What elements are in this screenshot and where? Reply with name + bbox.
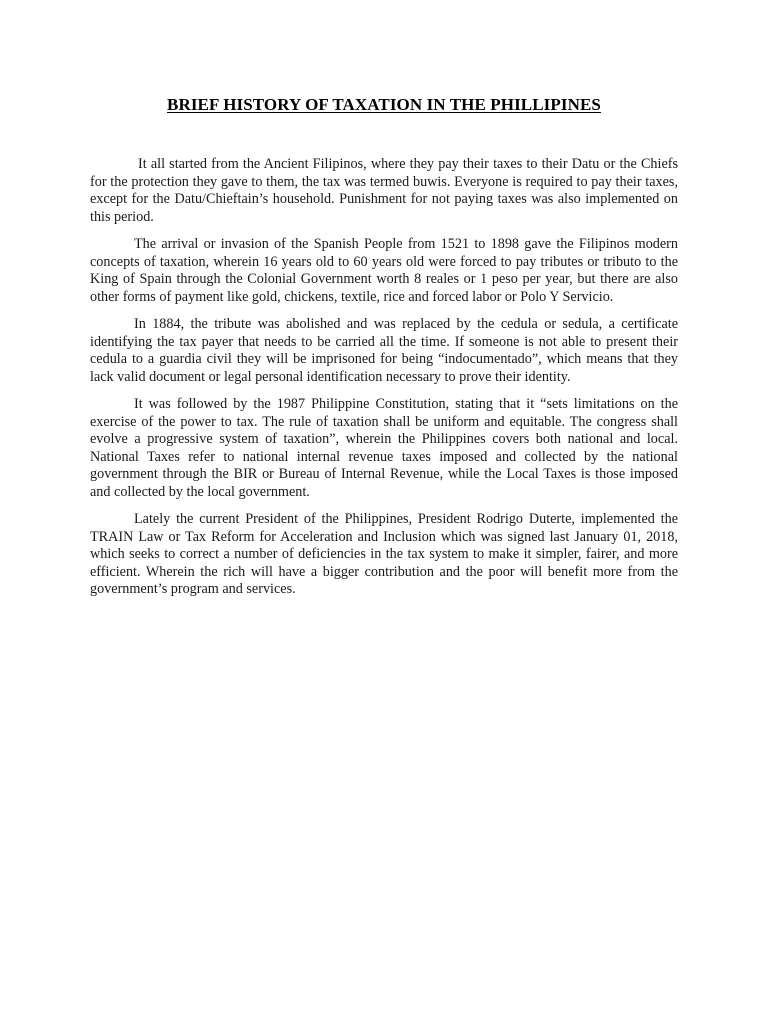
paragraph-1987-constitution: It was followed by the 1987 Philippine Constitution, stating that it “sets limitations on the exercise of the power to tax. The rule of taxation shall be uniform and equitable. The congress shall evolve a progressive system of taxation”, wherein the Philippines covers both national and local. National Taxes refer to national internal revenue taxes imposed and collected by the national government through the BIR or Bureau of Internal Revenue, while the Local Taxes is those imposed and collected by the local government. — [90, 396, 678, 500]
document-title: BRIEF HISTORY OF TAXATION IN THE PHILLIPINES — [167, 95, 601, 114]
paragraph-train-law: Lately the current President of the Philippines, President Rodrigo Duterte, implemented the TRAIN Law or Tax Reform for Acceleration and Inclusion which was signed last January 01, 2018, which seeks to correct a number of deficiencies in the tax system to make it simpler, fairer, and more efficient. Wherein the rich will have a bigger contribution and the poor will benefit more from the government’s program and services. — [90, 511, 678, 597]
document-body — [90, 156, 678, 609]
paragraph-ancient-filipinos: It all started from the Ancient Filipinos, where they pay their taxes to their Datu or the Chiefs for the protection they gave to them, the tax was termed buwis. Everyone is required to pay their taxes, except for the Datu/Chieftain’s household. Punishment for not paying taxes was also implemented on this period. — [90, 156, 678, 225]
paragraph-cedula: In 1884, the tribute was abolished and was replaced by the cedula or sedula, a certificate identifying the tax payer that needs to be carried all the time. If someone is not able to present their cedula to a guardia civil they will be imprisoned for being “indocumentado”, which means that they lack valid document or legal personal identification necessary to prove their identity. — [90, 316, 678, 385]
paragraph-spanish-era: The arrival or invasion of the Spanish People from 1521 to 1898 gave the Filipinos modern concepts of taxation, wherein 16 years old to 60 years old were forced to pay tributes or tributo to the King of Spain through the Colonial Government worth 8 reales or 1 peso per year, but there are also other forms of payment like gold, chickens, textile, rice and forced labor or Polo Y Servicio. — [90, 236, 678, 305]
